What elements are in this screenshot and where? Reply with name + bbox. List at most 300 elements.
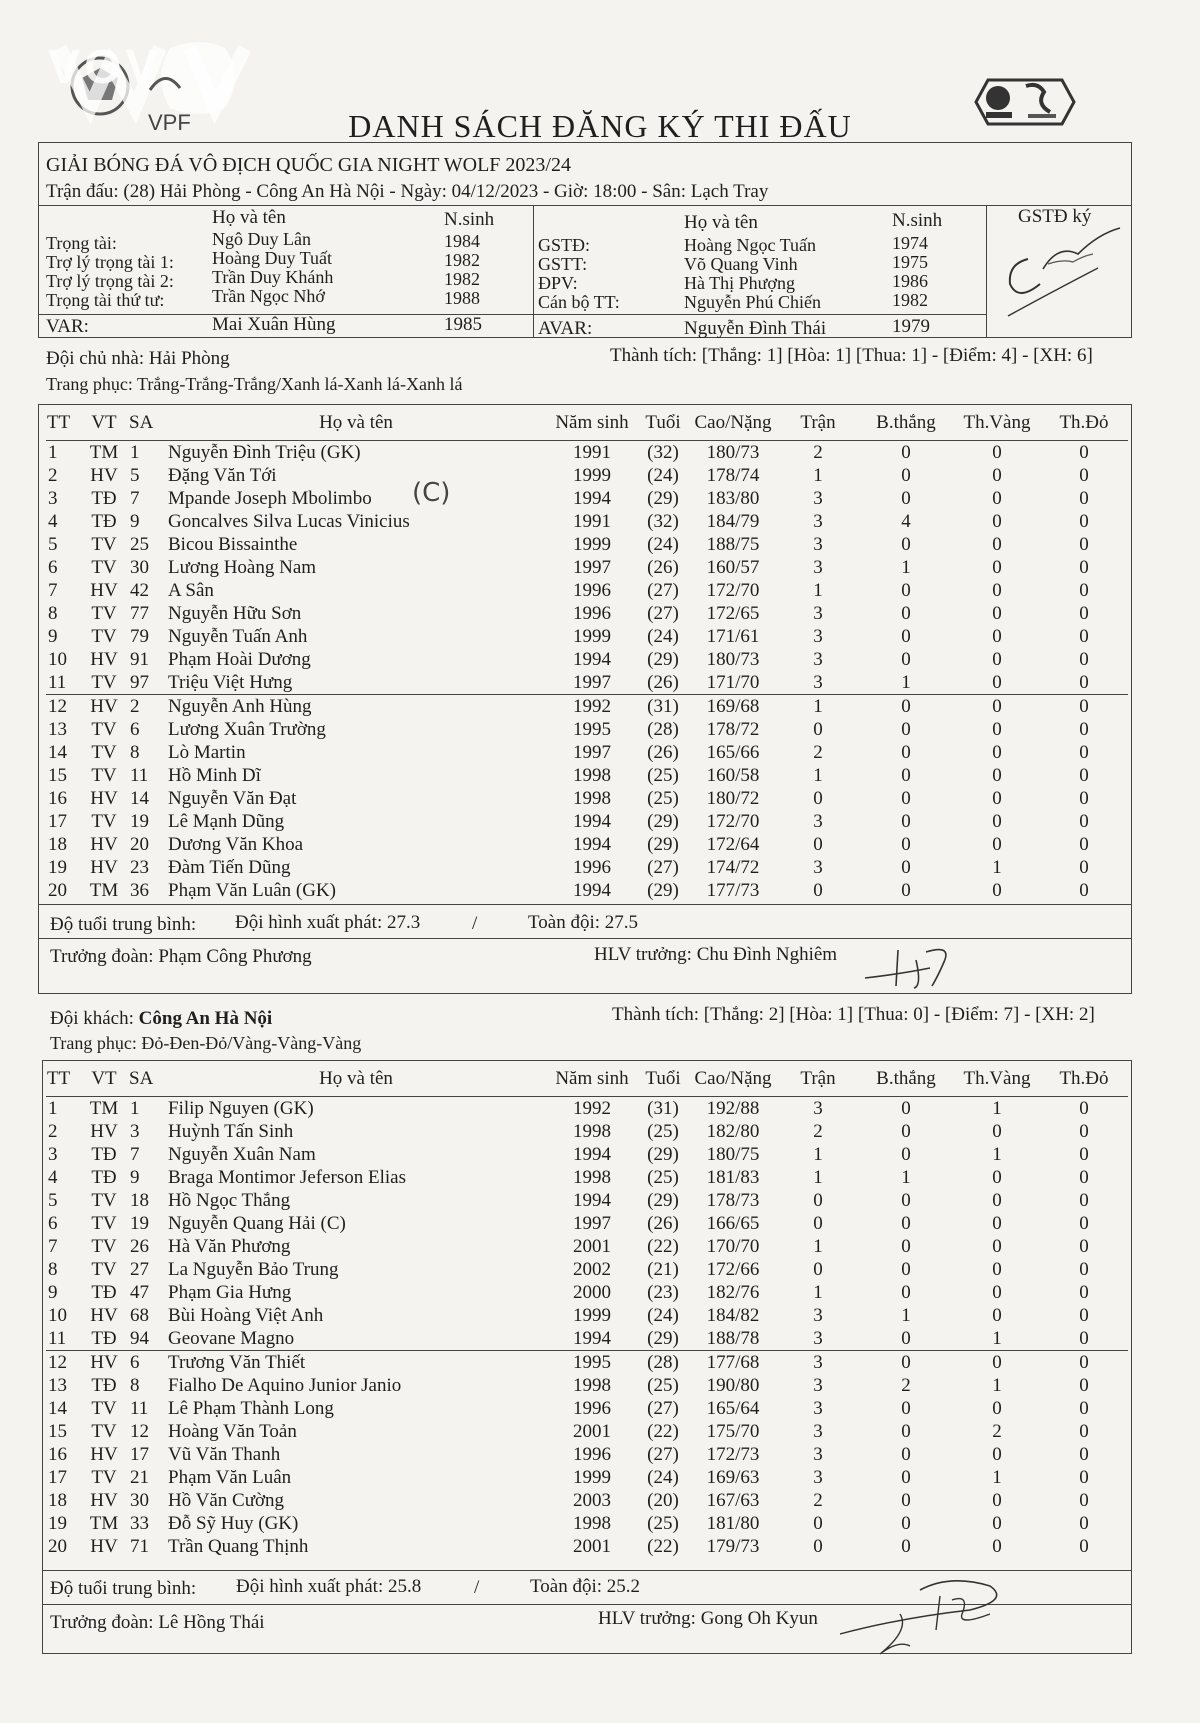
cell-year: 1996 <box>573 1398 611 1419</box>
cell-tt: 17 <box>48 811 67 832</box>
avar-name: Nguyễn Đình Thái <box>684 318 827 339</box>
cell-age: (27) <box>647 857 679 878</box>
cell-tt: 6 <box>48 1213 58 1234</box>
cell-year: 1997 <box>573 742 611 763</box>
cell-hw: 181/83 <box>706 1167 760 1188</box>
cell-sa: 9 <box>130 1167 140 1188</box>
cell-red: 0 <box>1079 534 1089 555</box>
cell-yellow: 0 <box>992 1444 1002 1465</box>
cell-red: 0 <box>1079 880 1089 901</box>
cell-wins: 0 <box>901 811 911 832</box>
cell-yellow: 1 <box>992 1098 1002 1119</box>
cell-hw: 177/73 <box>706 880 760 901</box>
gstd-signature-icon <box>988 224 1128 324</box>
cell-age: (24) <box>647 1467 679 1488</box>
cell-sa: 42 <box>130 580 149 601</box>
table-row <box>46 1397 1128 1420</box>
cell-age: (25) <box>647 765 679 786</box>
cell-year: 1995 <box>546 1351 638 1375</box>
table-row <box>46 1304 1128 1327</box>
cell-sa: 30 <box>130 557 149 578</box>
cell-sa: 79 <box>130 626 149 647</box>
cell-wins: 0 <box>901 1121 911 1142</box>
cell-matches: 2 <box>813 742 823 763</box>
cell-red: 0 <box>1079 811 1089 832</box>
cell-wins: 0 <box>901 1513 911 1534</box>
cell-sa: 18 <box>130 1190 149 1211</box>
col-red: Th.Đỏ <box>1040 406 1128 441</box>
cell-sa: 6 <box>130 719 140 740</box>
cell-tt: 7 <box>48 1236 58 1257</box>
away-team-prefix: Đội khách: <box>50 1008 134 1029</box>
cell-yellow: 1 <box>992 1375 1002 1396</box>
cell-matches: 3 <box>813 1375 823 1396</box>
cell-tt: 7 <box>48 580 58 601</box>
cell-year: 1999 <box>573 1467 611 1488</box>
cell-wins: 0 <box>901 1190 911 1211</box>
cell-age: (31) <box>647 1098 679 1119</box>
official-birth: 1982 <box>444 250 480 270</box>
cell-matches: 1 <box>813 1167 823 1188</box>
cell-age: (25) <box>647 1121 679 1142</box>
cell-vt: HV <box>80 695 128 719</box>
cell-red: 0 <box>1079 1490 1089 1511</box>
cell-tt: 18 <box>48 834 67 855</box>
cell-vt: HV <box>90 1305 118 1326</box>
cell-matches: 3 <box>813 511 823 532</box>
cell-sa: 8 <box>130 1375 140 1396</box>
officials-right-names <box>684 236 821 312</box>
cell-red: 0 <box>1079 488 1089 509</box>
cell-yellow: 0 <box>992 1536 1002 1557</box>
cell-wins: 0 <box>901 719 911 740</box>
var-birth: 1985 <box>444 314 482 335</box>
cell-wins: 0 <box>901 488 911 509</box>
cell-wins: 0 <box>901 857 911 878</box>
home-avg-team: Toàn đội: 27.5 <box>528 912 639 933</box>
cell-year: 1999 <box>573 1305 611 1326</box>
cell-sa: 12 <box>130 1421 149 1442</box>
cell-age: (27) <box>647 580 679 601</box>
col-yellow: Th.Vàng <box>954 406 1040 441</box>
cell-matches: 3 <box>813 672 823 693</box>
official-role: Trọng tài thứ tư: <box>46 290 165 310</box>
cell-name: Nguyễn Hữu Sơn <box>168 603 302 624</box>
cell-yellow: 0 <box>992 834 1002 855</box>
cell-tt: 18 <box>48 1490 67 1511</box>
official-name: Hà Thị Phượng <box>684 273 795 293</box>
official-name: Nguyễn Phú Chiến <box>684 292 821 312</box>
cell-red: 0 <box>1079 1375 1089 1396</box>
cell-matches: 0 <box>813 1513 823 1534</box>
avar-role: AVAR: <box>538 318 593 339</box>
officials-birth-header-right: N.sinh <box>892 210 943 231</box>
cell-yellow: 0 <box>992 1167 1002 1188</box>
official-name: Hoàng Ngọc Tuấn <box>684 235 817 255</box>
cell-age: (29) <box>647 880 679 901</box>
cell-hw: 192/88 <box>706 1098 760 1119</box>
cell-tt: 15 <box>48 765 67 786</box>
cell-yellow: 0 <box>954 1351 1040 1375</box>
table-row <box>46 602 1128 625</box>
cell-matches: 0 <box>813 788 823 809</box>
cell-year: 1998 <box>573 1167 611 1188</box>
cell-name: Lò Martin <box>168 742 246 763</box>
vov-watermark: VOV <box>48 41 162 94</box>
cell-red: 0 <box>1079 626 1089 647</box>
cell-red: 0 <box>1079 1121 1089 1142</box>
cell-wins: 0 <box>901 765 911 786</box>
home-coach: HLV trưởng: Chu Đình Nghiêm <box>594 944 838 965</box>
cell-year: 2001 <box>573 1236 611 1257</box>
cell-red: 0 <box>1079 1167 1089 1188</box>
cell-yellow: 0 <box>992 1513 1002 1534</box>
cell-red: 0 <box>1079 1282 1089 1303</box>
cell-vt: TĐ <box>91 1328 117 1349</box>
cell-year: 1996 <box>573 1444 611 1465</box>
cell-year: 1997 <box>573 1213 611 1234</box>
official-birth: 1988 <box>444 288 480 308</box>
officials-name-header-left: Họ và tên <box>212 207 286 228</box>
home-roster-table <box>46 406 1128 902</box>
cell-red: 0 <box>1079 580 1089 601</box>
cell-yellow: 1 <box>992 1144 1002 1165</box>
cell-year: 1994 <box>573 1144 611 1165</box>
cell-wins: 1 <box>901 1305 911 1326</box>
cell-red: 0 <box>1079 1190 1089 1211</box>
cell-red: 0 <box>1079 1536 1089 1557</box>
table-row <box>46 1120 1128 1143</box>
cell-tt: 14 <box>48 1398 67 1419</box>
cell-age: (29) <box>647 1144 679 1165</box>
cell-vt: TĐ <box>91 1282 117 1303</box>
cell-hw: 167/63 <box>706 1490 760 1511</box>
cell-yellow: 0 <box>992 442 1002 463</box>
col-sa: SA <box>128 406 166 441</box>
cell-age: (27) <box>647 603 679 624</box>
cell-vt: TV <box>91 811 117 832</box>
officials-right-births <box>892 234 928 310</box>
cell-age: (24) <box>647 626 679 647</box>
cell-wins: 0 <box>901 649 911 670</box>
away-avg-start: Đội hình xuất phát: 25.8 <box>236 1576 422 1597</box>
cell-tt: 9 <box>48 1282 58 1303</box>
cell-hw: 160/57 <box>706 557 760 578</box>
cell-age: (25) <box>647 1513 679 1534</box>
cell-name: Hồ Văn Cường <box>168 1490 285 1511</box>
cell-tt: 20 <box>48 880 67 901</box>
cell-age: (25) <box>647 1375 679 1396</box>
cell-sa: 9 <box>130 511 140 532</box>
cell-hw: 179/73 <box>706 1536 760 1557</box>
cell-wins: 0 <box>901 1144 911 1165</box>
cell-name: Phạm Hoài Dương <box>168 649 311 670</box>
cell-name: Nguyễn Xuân Nam <box>168 1144 316 1165</box>
cell-vt: TM <box>89 1098 119 1119</box>
cell-red: 0 <box>1079 719 1089 740</box>
cell-tt: 20 <box>48 1536 67 1557</box>
cell-year: 1999 <box>573 626 611 647</box>
cell-yellow: 0 <box>992 465 1002 486</box>
cell-matches: 1 <box>813 1236 823 1257</box>
cell-red: 0 <box>1079 603 1089 624</box>
cell-name: Nguyễn Anh Hùng <box>166 695 546 719</box>
official-birth: 1986 <box>892 271 928 291</box>
cell-vt: TV <box>91 557 117 578</box>
cell-red: 0 <box>1079 1328 1089 1349</box>
cell-vt: TV <box>91 765 117 786</box>
cell-tt: 13 <box>48 719 67 740</box>
cell-name: Huỳnh Tấn Sinh <box>168 1121 294 1142</box>
cell-matches: 3 <box>813 626 823 647</box>
cell-tt: 9 <box>48 626 58 647</box>
cell-sa: 6 <box>128 1351 166 1375</box>
cell-vt: HV <box>90 580 118 601</box>
cell-name: Bicou Bissainthe <box>168 534 298 555</box>
col-year: Năm sinh <box>546 406 638 441</box>
cell-tt: 16 <box>48 1444 67 1465</box>
away-avg-label: Độ tuổi trung bình: <box>50 1578 197 1599</box>
officials-left-roles <box>46 234 174 310</box>
cell-yellow: 0 <box>992 1282 1002 1303</box>
table-row <box>46 487 1128 510</box>
cell-wins: 1 <box>901 1167 911 1188</box>
cell-name: Fialho De Aquino Junior Janio <box>168 1375 402 1396</box>
cell-sa: 91 <box>130 649 149 670</box>
cell-matches: 3 <box>813 603 823 624</box>
table-row <box>46 1535 1128 1558</box>
away-coach: HLV trưởng: Gong Oh Kyun <box>598 1608 818 1629</box>
cell-sa: 26 <box>130 1236 149 1257</box>
table-row <box>46 1258 1128 1281</box>
cell-wins: 0 <box>901 1490 911 1511</box>
cell-name: Hồ Minh Dĩ <box>168 765 261 786</box>
cell-matches: 0 <box>813 1259 823 1280</box>
cell-wins: 0 <box>901 1282 911 1303</box>
cell-name: Phạm Gia Hưng <box>168 1282 292 1303</box>
home-record: Thành tích: [Thắng: 1] [Hòa: 1] [Thua: 1] - [Điểm: 4] - [XH: 6] <box>610 345 1093 366</box>
cell-red: 0 <box>1079 834 1089 855</box>
table-row <box>46 1212 1128 1235</box>
cell-yellow: 1 <box>992 1467 1002 1488</box>
cell-year: 1999 <box>573 534 611 555</box>
cell-age: (27) <box>647 1398 679 1419</box>
cell-sa: 33 <box>130 1513 149 1534</box>
match-info: Trận đấu: (28) Hải Phòng - Công An Hà Nội - Ngày: 04/12/2023 - Giờ: 18:00 - Sân: Lạch Tray <box>46 181 769 202</box>
cell-year: 1994 <box>573 834 611 855</box>
cell-sa: 36 <box>130 880 149 901</box>
var-role: VAR: <box>46 316 89 337</box>
cell-age: (26) <box>647 1213 679 1234</box>
cell-age: (29) <box>647 1190 679 1211</box>
cell-vt: TĐ <box>91 1375 117 1396</box>
cell-age: (23) <box>647 1282 679 1303</box>
document-title: DANH SÁCH ĐĂNG KÝ THI ĐẤU <box>348 108 852 144</box>
home-avg-label: Độ tuổi trung bình: <box>50 914 197 935</box>
col-matches: Trận <box>778 1062 858 1097</box>
cell-name: Geovane Magno <box>168 1328 295 1349</box>
cell-year: 1994 <box>573 880 611 901</box>
cell-tt: 19 <box>48 1513 67 1534</box>
cell-name: Bùi Hoàng Việt Anh <box>168 1305 324 1326</box>
cell-yellow: 0 <box>992 880 1002 901</box>
cell-hw: 172/65 <box>706 603 760 624</box>
cell-yellow: 0 <box>992 649 1002 670</box>
tournament-title: GIẢI BÓNG ĐÁ VÔ ĐỊCH QUỐC GIA NIGHT WOLF 2023/24 <box>46 154 571 176</box>
cell-name: Nguyễn Đình Triệu (GK) <box>168 442 361 463</box>
cell-tt: 14 <box>48 742 67 763</box>
cell-vt: TM <box>89 442 119 463</box>
col-name: Họ và tên <box>166 406 546 441</box>
cell-matches: 3 <box>813 1328 823 1349</box>
col-year: Năm sinh <box>546 1062 638 1097</box>
cell-hw: 177/68 <box>688 1351 778 1375</box>
cell-red: 0 <box>1079 1398 1089 1419</box>
cell-name: A Sân <box>168 580 214 601</box>
cell-matches: 2 <box>813 442 823 463</box>
cell-red: 0 <box>1079 1144 1089 1165</box>
table-row <box>46 1512 1128 1535</box>
table-row <box>46 1189 1128 1212</box>
cell-tt: 2 <box>48 465 58 486</box>
cell-sa: 19 <box>130 811 149 832</box>
table-row <box>46 718 1128 741</box>
cell-matches: 0 <box>813 1213 823 1234</box>
cell-vt: TV <box>91 534 117 555</box>
cell-red: 0 <box>1079 442 1089 463</box>
cell-hw: 160/58 <box>706 765 760 786</box>
cell-age: (25) <box>647 1167 679 1188</box>
cell-matches: 1 <box>813 580 823 601</box>
cell-hw: 172/70 <box>706 811 760 832</box>
cell-wins: 0 <box>901 742 911 763</box>
cell-year: 1994 <box>573 649 611 670</box>
cell-wins: 0 <box>858 695 954 719</box>
cell-vt: TV <box>91 672 117 693</box>
cell-year: 1998 <box>573 765 611 786</box>
cell-name: Phạm Văn Luân (GK) <box>168 880 336 901</box>
cell-hw: 175/70 <box>706 1421 760 1442</box>
cell-vt: HV <box>90 465 118 486</box>
cell-wins: 0 <box>901 534 911 555</box>
cell-yellow: 2 <box>992 1421 1002 1442</box>
cell-age: (32) <box>647 442 679 463</box>
cell-sa: 3 <box>130 1121 140 1142</box>
official-role: GSTT: <box>538 254 588 274</box>
table-row <box>46 441 1128 465</box>
cell-tt: 8 <box>48 603 58 624</box>
cell-matches: 3 <box>813 488 823 509</box>
cell-tt: 13 <box>48 1375 67 1396</box>
col-wins: B.thắng <box>858 1062 954 1097</box>
cell-name: Vũ Văn Thanh <box>168 1444 281 1465</box>
cell-tt: 11 <box>48 1328 67 1349</box>
col-tt: TT <box>46 1062 80 1097</box>
cell-yellow: 0 <box>992 626 1002 647</box>
avar-birth: 1979 <box>892 316 930 337</box>
cell-matches: 3 <box>813 1305 823 1326</box>
vpf-text: VPF <box>148 110 191 135</box>
cell-year: 1995 <box>573 719 611 740</box>
cell-name: Trần Quang Thịnh <box>168 1536 309 1557</box>
cell-sa: 94 <box>130 1328 149 1349</box>
cell-red: 0 <box>1079 788 1089 809</box>
away-coach-signature-icon <box>840 1570 1010 1660</box>
cell-vt: TV <box>91 719 117 740</box>
cell-matches: 1 <box>813 465 823 486</box>
cell-year: 1997 <box>573 672 611 693</box>
cell-wins: 0 <box>901 880 911 901</box>
cell-matches: 1 <box>813 1144 823 1165</box>
table-header-row <box>46 1062 1128 1097</box>
cell-sa: 14 <box>130 788 149 809</box>
away-team-label <box>50 1008 272 1030</box>
cell-sa: 19 <box>130 1213 149 1234</box>
cell-red: 0 <box>1079 1213 1089 1234</box>
cell-vt: TV <box>91 603 117 624</box>
table-row <box>46 1166 1128 1189</box>
cell-red: 0 <box>1079 857 1089 878</box>
cell-year: 1994 <box>573 1328 611 1349</box>
col-tt: TT <box>46 406 80 441</box>
cell-age: (24) <box>647 534 679 555</box>
cell-tt: 1 <box>48 1098 58 1119</box>
col-vt: VT <box>80 406 128 441</box>
table-row <box>46 1466 1128 1489</box>
cell-wins: 0 <box>901 603 911 624</box>
cell-yellow: 0 <box>992 1398 1002 1419</box>
cell-wins: 0 <box>901 834 911 855</box>
cell-age: (24) <box>647 465 679 486</box>
cell-yellow: 0 <box>992 1236 1002 1257</box>
official-name: Trần Ngọc Nhớ <box>212 286 325 306</box>
cell-tt: 11 <box>48 672 67 693</box>
cell-red: 0 <box>1079 742 1089 763</box>
cell-red: 0 <box>1079 1421 1089 1442</box>
cell-wins: 0 <box>901 1236 911 1257</box>
cell-matches: 3 <box>813 1398 823 1419</box>
cell-tt: 15 <box>48 1421 67 1442</box>
cell-red: 0 <box>1040 695 1128 719</box>
table-row <box>46 464 1128 487</box>
var-name: Mai Xuân Hùng <box>212 314 336 335</box>
cell-sa: 71 <box>130 1536 149 1557</box>
cell-name: Đặng Văn Tới <box>168 465 277 486</box>
cell-yellow: 0 <box>992 534 1002 555</box>
home-coach-signature-icon <box>860 940 970 992</box>
cell-hw: 182/80 <box>706 1121 760 1142</box>
cell-tt: 16 <box>48 788 67 809</box>
away-avg-slash: / <box>474 1577 480 1598</box>
cell-wins: 4 <box>901 511 911 532</box>
cell-tt: 19 <box>48 857 67 878</box>
official-role: Trọng tài: <box>46 233 117 253</box>
col-yellow: Th.Vàng <box>954 1062 1040 1097</box>
away-record: Thành tích: [Thắng: 2] [Hòa: 1] [Thua: 0] - [Điểm: 7] - [XH: 2] <box>612 1004 1095 1025</box>
cell-name: Lê Phạm Thành Long <box>168 1398 334 1419</box>
cell-hw: 180/75 <box>706 1144 760 1165</box>
official-role: Cán bộ TT: <box>538 292 620 312</box>
cell-red: 0 <box>1079 465 1089 486</box>
cell-year: 1994 <box>573 488 611 509</box>
cell-vt: TV <box>91 1213 117 1234</box>
cell-red: 0 <box>1079 672 1089 693</box>
cell-yellow: 0 <box>992 511 1002 532</box>
cell-tt: 2 <box>48 1121 58 1142</box>
table-row <box>46 1420 1128 1443</box>
cell-wins: 0 <box>901 1328 911 1349</box>
table-row <box>46 1327 1128 1351</box>
